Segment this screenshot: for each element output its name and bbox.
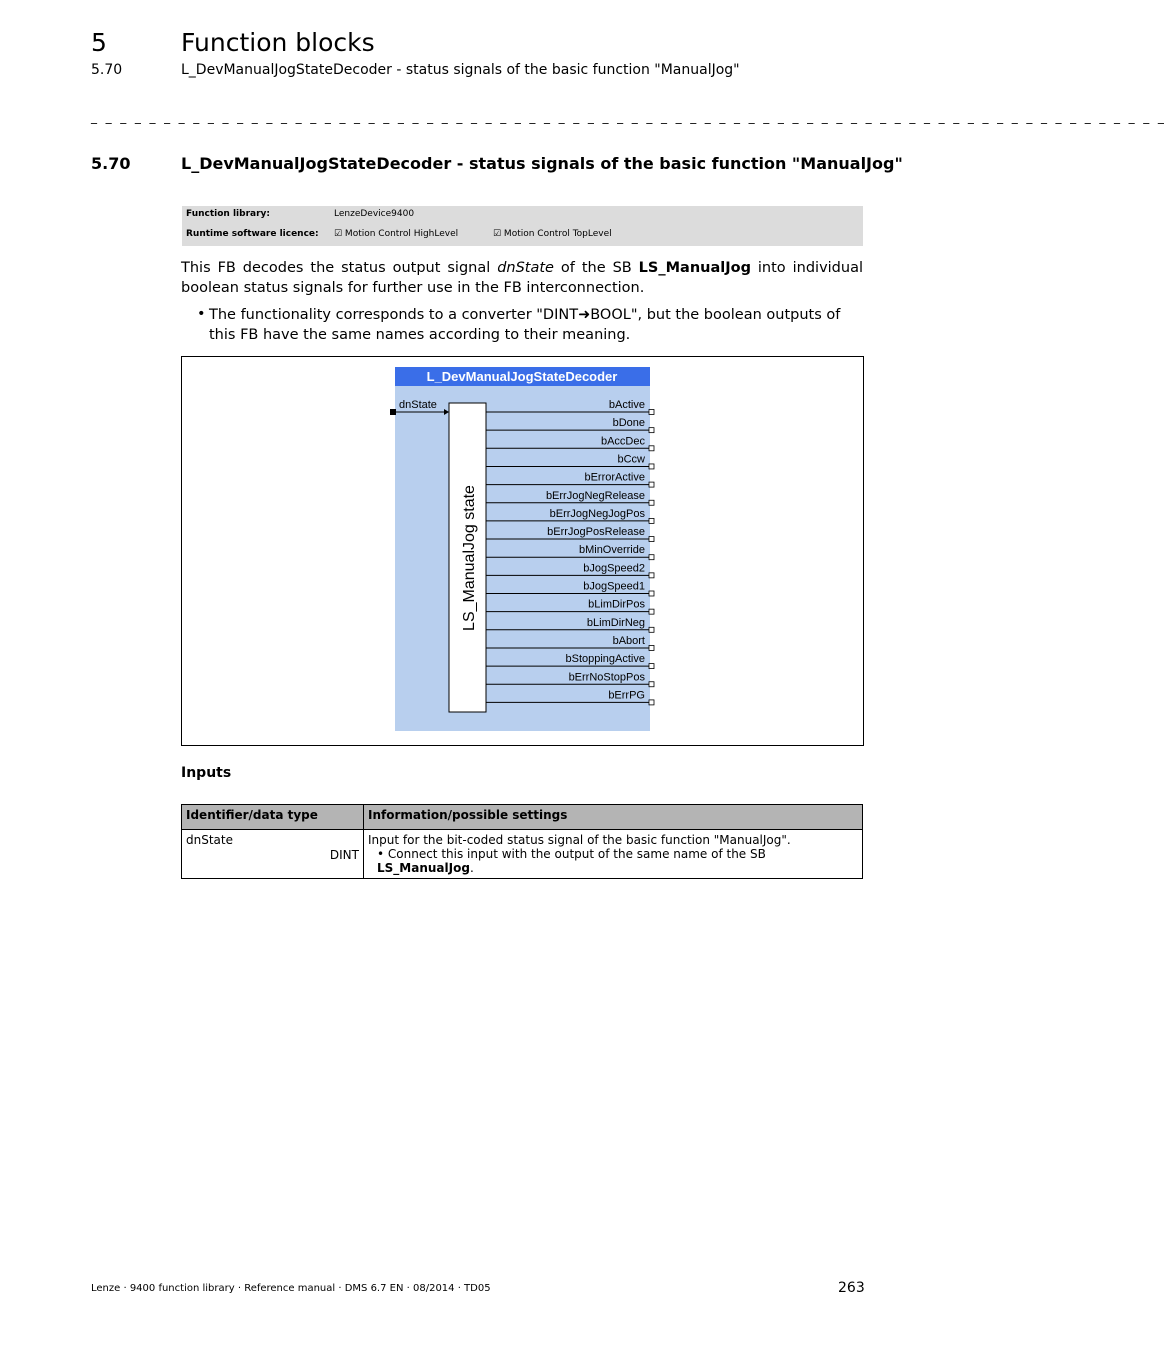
info-cell: [364, 830, 863, 879]
output-connector-bErrPG[interactable]: [649, 700, 654, 705]
licence-option-highlevel: ☑ Motion Control HighLevel: [334, 229, 459, 239]
library-value: LenzeDevice9400: [334, 209, 415, 219]
chapter-number: 5: [91, 28, 107, 57]
output-connector-bActive[interactable]: [649, 410, 654, 415]
output-connector-bErrJogNegRelease[interactable]: [649, 500, 654, 505]
table-header-row: [182, 805, 863, 830]
running-section-title: L_DevManualJogStateDecoder - status signals of the basic function "ManualJog": [181, 62, 740, 78]
output-label-bErrJogNegJogPos: bErrJogNegJogPos: [549, 507, 645, 520]
col-header-info: Information/possible settings: [364, 805, 863, 830]
output-connector-bAccDec[interactable]: [649, 446, 654, 451]
info-box: [182, 206, 863, 246]
output-connector-bErrJogNegJogPos[interactable]: [649, 518, 654, 523]
section-heading: L_DevManualJogStateDecoder - status signals of the basic function "ManualJog": [181, 154, 903, 173]
output-label-bActive: bActive: [608, 399, 645, 411]
info-bullet-sb: LS_ManualJog: [377, 861, 470, 875]
inputs-heading: Inputs: [181, 765, 232, 781]
function-block-title: L_DevManualJogStateDecoder: [426, 369, 618, 384]
output-label-bLimDirPos: bLimDirPos: [588, 598, 645, 611]
output-label-bErrJogPosRelease: bErrJogPosRelease: [547, 526, 645, 539]
section-number: 5.70: [91, 154, 131, 173]
licence-option-toplevel: ☑ Motion Control TopLevel: [493, 229, 612, 239]
info-bullet: [368, 847, 858, 875]
header-separator: _ _ _ _ _ _ _ _ _ _ _ _ _ _ _ _ _ _ _ _ _ _ _ _ _ _ _ _ _ _ _ _ _ _ _ _ _ _ _ _ _ _ _ _ _ _ _ _ _ _ _ _ _ _ _ _ _ _ _ _ _ _ _ _ _ _ _ _ _ _ _ _ _ _: [91, 110, 1166, 124]
output-connector-bDone[interactable]: [649, 428, 654, 433]
output-label-bLimDirNeg: bLimDirNeg: [586, 616, 645, 629]
signal-name: dnState: [497, 260, 554, 276]
intro-text: This FB decodes the status output signal: [181, 260, 498, 276]
output-connector-bAbort[interactable]: [649, 645, 654, 650]
identifier-datatype: DINT: [329, 848, 359, 862]
output-connector-bLimDirPos[interactable]: [649, 609, 654, 614]
identifier-name: dnState: [186, 833, 233, 847]
intro-text: of the SB: [553, 260, 639, 276]
input-label: dnState: [399, 399, 437, 411]
library-label: Function library:: [186, 209, 270, 219]
output-label-bJogSpeed2: bJogSpeed2: [583, 562, 645, 575]
output-label-bErrPG: bErrPG: [608, 689, 645, 702]
output-label-bAbort: bAbort: [612, 634, 645, 647]
output-connector-bLimDirNeg[interactable]: [649, 627, 654, 632]
intro-paragraph: [181, 258, 863, 298]
inputs-table: [181, 804, 863, 879]
col-header-identifier: Identifier/data type: [182, 805, 364, 830]
sb-state-label: LS_ManualJog state: [461, 485, 478, 631]
output-label-bErrNoStopPos: bErrNoStopPos: [568, 671, 645, 684]
output-label-bJogSpeed1: bJogSpeed1: [583, 580, 645, 593]
output-label-bCcw: bCcw: [617, 453, 645, 466]
identifier-cell: [182, 830, 364, 879]
output-label-bErrJogNegRelease: bErrJogNegRelease: [545, 489, 645, 502]
output-connector-bMinOverride[interactable]: [649, 555, 654, 560]
info-bullet-end: .: [469, 861, 474, 875]
output-label-bAccDec: bAccDec: [600, 435, 645, 448]
output-connector-bErrNoStopPos[interactable]: [649, 682, 654, 687]
footer-text: Lenze · 9400 function library · Reference manual · DMS 6.7 EN · 08/2014 · TD05: [91, 1283, 491, 1294]
output-connector-bErrJogPosRelease[interactable]: [649, 537, 654, 542]
output-connector-bErrorActive[interactable]: [649, 482, 654, 487]
table-row: [182, 830, 863, 879]
intro-text: into individual boolean status signals for further use in the FB interconnection.: [181, 260, 863, 296]
licence-label: Runtime software licence:: [186, 229, 319, 239]
chapter-title: Function blocks: [181, 28, 375, 57]
sb-name: LS_ManualJog: [638, 260, 751, 276]
bullet-marker: •: [197, 306, 206, 322]
output-connector-bJogSpeed2[interactable]: [649, 573, 654, 578]
output-connector-bCcw[interactable]: [649, 464, 654, 469]
input-connector[interactable]: [390, 409, 396, 415]
output-label-bErrorActive: bErrorActive: [584, 471, 645, 484]
info-bullet-text: • Connect this input with the output of the same name of the SB: [377, 847, 766, 861]
output-label-bMinOverride: bMinOverride: [578, 544, 645, 557]
output-label-bStoppingActive: bStoppingActive: [565, 653, 645, 666]
output-connector-bStoppingActive[interactable]: [649, 664, 654, 669]
running-section-number: 5.70: [91, 62, 123, 78]
output-connector-bJogSpeed1[interactable]: [649, 591, 654, 596]
output-label-bDone: bDone: [612, 417, 645, 430]
page-number: 263: [838, 1280, 865, 1296]
function-block-diagram: [388, 366, 658, 736]
bullet-text: The functionality corresponds to a converter "DINT➜BOOL", but the boolean outputs of this FB have the same names according to their meaning.: [209, 307, 841, 343]
info-text: Input for the bit-coded status signal of the basic function "ManualJog".: [368, 833, 791, 847]
